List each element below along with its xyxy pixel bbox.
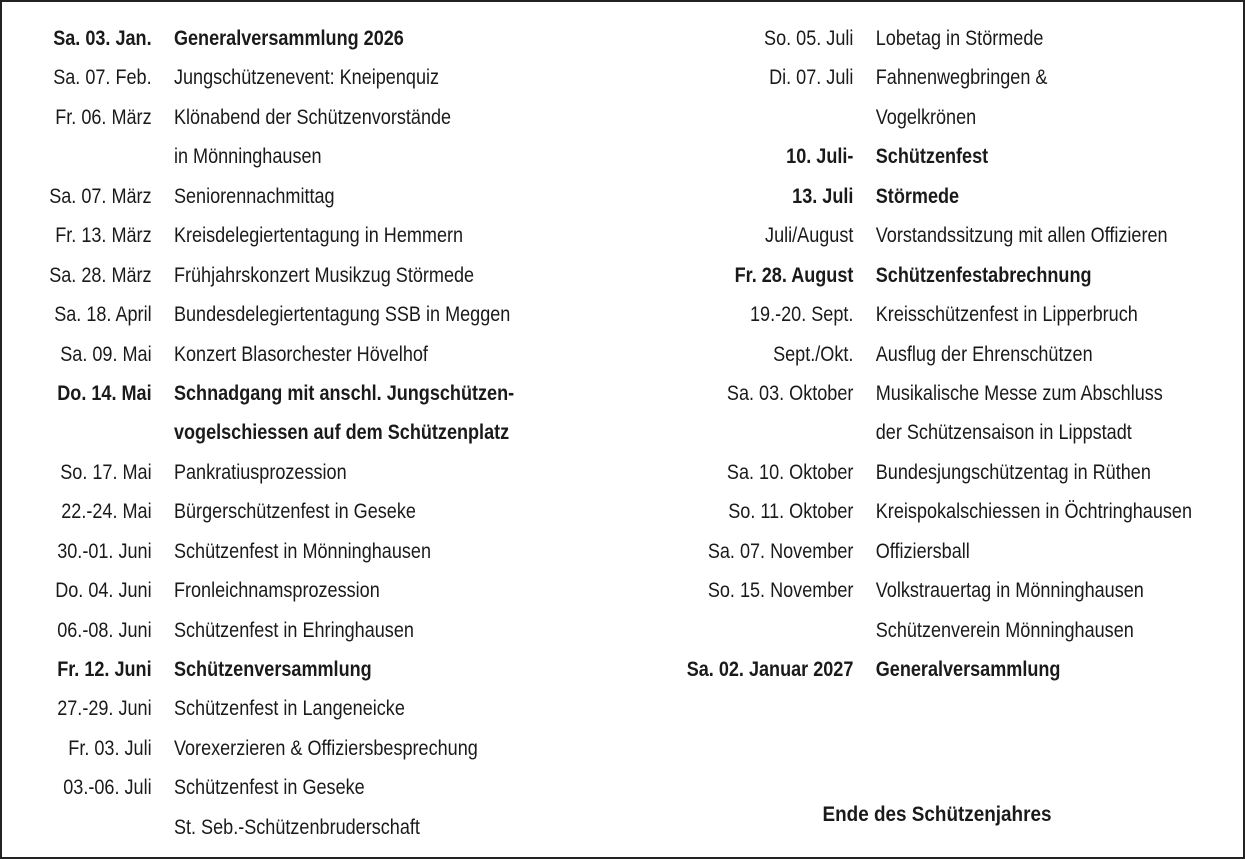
event-row xyxy=(14,374,514,413)
event-row xyxy=(14,137,514,176)
event-row xyxy=(647,295,1192,334)
event-title: Schützenfest xyxy=(875,145,989,169)
event-row xyxy=(14,611,514,650)
event-title: Schützenfest in Mönninghausen xyxy=(173,539,431,563)
event-date: Sa. 10. Oktober xyxy=(726,460,854,484)
event-date xyxy=(14,137,152,176)
event-title: Störmede xyxy=(875,184,960,208)
event-date: Sa. 28. März xyxy=(49,263,152,287)
event-row xyxy=(14,492,514,531)
event-row xyxy=(14,650,514,689)
event-title: Ausflug der Ehrenschützen xyxy=(875,342,1093,366)
event-date xyxy=(647,98,853,137)
event-date: Do. 04. Juni xyxy=(55,579,152,603)
footer-note: Ende des Schützenjahres xyxy=(822,803,1052,826)
event-title: Fronleichnamsprozession xyxy=(173,579,380,603)
event-date: 30.-01. Juni xyxy=(57,539,152,563)
event-date: So. 11. Oktober xyxy=(728,500,854,524)
event-date: Juli/August xyxy=(765,224,854,248)
event-title: Seniorennachmittag xyxy=(173,184,335,208)
event-row xyxy=(647,413,1192,452)
event-date: 22.-24. Mai xyxy=(61,500,152,524)
event-date: 27.-29. Juni xyxy=(57,697,152,721)
event-date: Sa. 09. Mai xyxy=(60,342,152,366)
event-date: Sa. 18. April xyxy=(54,303,152,327)
event-title: Generalversammlung xyxy=(875,658,1061,681)
event-title: der Schützensaison in Lippstadt xyxy=(875,421,1132,445)
event-date: Fr. 06. März xyxy=(55,105,152,129)
event-title: Schützenfest in Ehringhausen xyxy=(173,618,414,642)
event-row xyxy=(14,19,514,58)
event-date: Di. 07. Juli xyxy=(769,66,854,90)
event-date xyxy=(14,413,152,452)
event-row xyxy=(647,453,1192,492)
event-title: Schützenfest in Langeneicke xyxy=(173,697,405,721)
event-title: Schützenversammlung xyxy=(173,658,372,681)
event-date xyxy=(647,611,853,650)
event-title: Generalversammlung 2026 xyxy=(173,27,404,50)
event-title: Schützenfestabrechnung xyxy=(875,263,1092,287)
event-title: Schnadgang mit anschl. Jungschützen- xyxy=(173,381,515,405)
event-row xyxy=(14,729,514,768)
event-row xyxy=(647,256,1192,295)
event-date: 13. Juli xyxy=(792,184,854,208)
event-row xyxy=(14,216,514,255)
event-row xyxy=(14,295,514,334)
event-row xyxy=(14,571,514,610)
event-row xyxy=(14,413,514,452)
event-row xyxy=(14,58,514,97)
event-row xyxy=(647,335,1192,374)
event-title: Musikalische Messe zum Abschluss xyxy=(875,381,1163,405)
event-row xyxy=(647,177,1192,216)
event-date: Sa. 07. März xyxy=(49,184,152,208)
event-title: Schützenfest in Geseke xyxy=(173,776,365,800)
event-date: 03.-06. Juli xyxy=(63,776,152,800)
event-date xyxy=(647,413,853,452)
event-title: Jungschützenevent: Kneipenquiz xyxy=(173,66,440,90)
event-row xyxy=(647,571,1192,610)
event-title: Lobetag in Störmede xyxy=(875,27,1044,50)
event-date: Sa. 03. Oktober xyxy=(726,381,854,405)
event-date xyxy=(14,808,152,847)
event-title: Volkstrauertag in Mönninghausen xyxy=(875,579,1144,603)
event-row xyxy=(14,453,514,492)
event-row xyxy=(14,98,514,137)
event-date: Do. 14. Mai xyxy=(57,381,152,405)
event-date: 06.-08. Juni xyxy=(57,618,152,642)
event-title: Kreispokalschiessen in Öchtringhausen xyxy=(875,500,1192,524)
event-row xyxy=(14,532,514,571)
event-row xyxy=(647,216,1192,255)
event-row xyxy=(647,492,1192,531)
event-title: Vogelkrönen xyxy=(875,105,977,129)
event-row xyxy=(647,611,1192,650)
event-row xyxy=(14,177,514,216)
event-row xyxy=(647,19,1192,58)
event-title: Fahnenwegbringen & xyxy=(875,66,1048,90)
event-row xyxy=(14,768,514,807)
event-title: in Mönninghausen xyxy=(173,145,322,169)
event-title: St. Seb.-Schützenbruderschaft xyxy=(173,815,420,839)
event-date: Fr. 03. Juli xyxy=(68,736,152,760)
event-date: So. 05. Juli xyxy=(764,27,854,50)
event-date: Sa. 03. Jan. xyxy=(53,27,152,50)
event-row xyxy=(14,256,514,295)
event-title: Schützenverein Mönninghausen xyxy=(875,618,1134,642)
event-row xyxy=(14,689,514,728)
event-title: Frühjahrskonzert Musikzug Störmede xyxy=(173,263,475,287)
event-title: Klönabend der Schützenvorstände xyxy=(173,105,452,129)
event-title: Kreisdelegiertentagung in Hemmern xyxy=(173,224,464,248)
event-row xyxy=(647,137,1192,176)
event-date: Sa. 02. Januar 2027 xyxy=(686,658,854,681)
event-title: Bürgerschützenfest in Geseke xyxy=(173,500,416,524)
event-title: Offiziersball xyxy=(875,539,970,563)
event-row xyxy=(647,650,1192,689)
event-date: So. 17. Mai xyxy=(60,460,152,484)
event-title: Bundesjungschützentag in Rüthen xyxy=(875,460,1151,484)
event-date: Sept./Okt. xyxy=(773,342,854,366)
event-row xyxy=(647,98,1192,137)
event-title: Kreisschützenfest in Lipperbruch xyxy=(875,303,1138,327)
event-row xyxy=(647,374,1192,413)
event-title: Pankratiusprozession xyxy=(173,460,347,484)
event-title: Vorexerzieren & Offiziersbesprechung xyxy=(173,736,478,760)
event-title: vogelschiessen auf dem Schützenplatz xyxy=(173,421,510,445)
event-date: Sa. 07. November xyxy=(707,539,854,563)
event-date: So. 15. November xyxy=(707,579,854,603)
right-event-column xyxy=(647,19,1245,689)
event-row xyxy=(14,335,514,374)
event-title: Konzert Blasorchester Hövelhof xyxy=(173,342,428,366)
event-date: 19.-20. Sept. xyxy=(749,303,854,327)
event-title: Vorstandssitzung mit allen Offizieren xyxy=(875,224,1168,248)
left-event-column xyxy=(14,19,596,847)
event-row xyxy=(14,808,514,847)
event-title: Bundesdelegiertentagung SSB in Meggen xyxy=(173,303,511,327)
event-row xyxy=(647,532,1192,571)
event-date: Fr. 28. August xyxy=(734,263,854,287)
event-row xyxy=(647,58,1192,97)
event-date: Sa. 07. Feb. xyxy=(53,66,152,90)
event-date: Fr. 12. Juni xyxy=(57,658,152,681)
event-date: Fr. 13. März xyxy=(55,224,152,248)
event-date: 10. Juli- xyxy=(786,145,854,169)
